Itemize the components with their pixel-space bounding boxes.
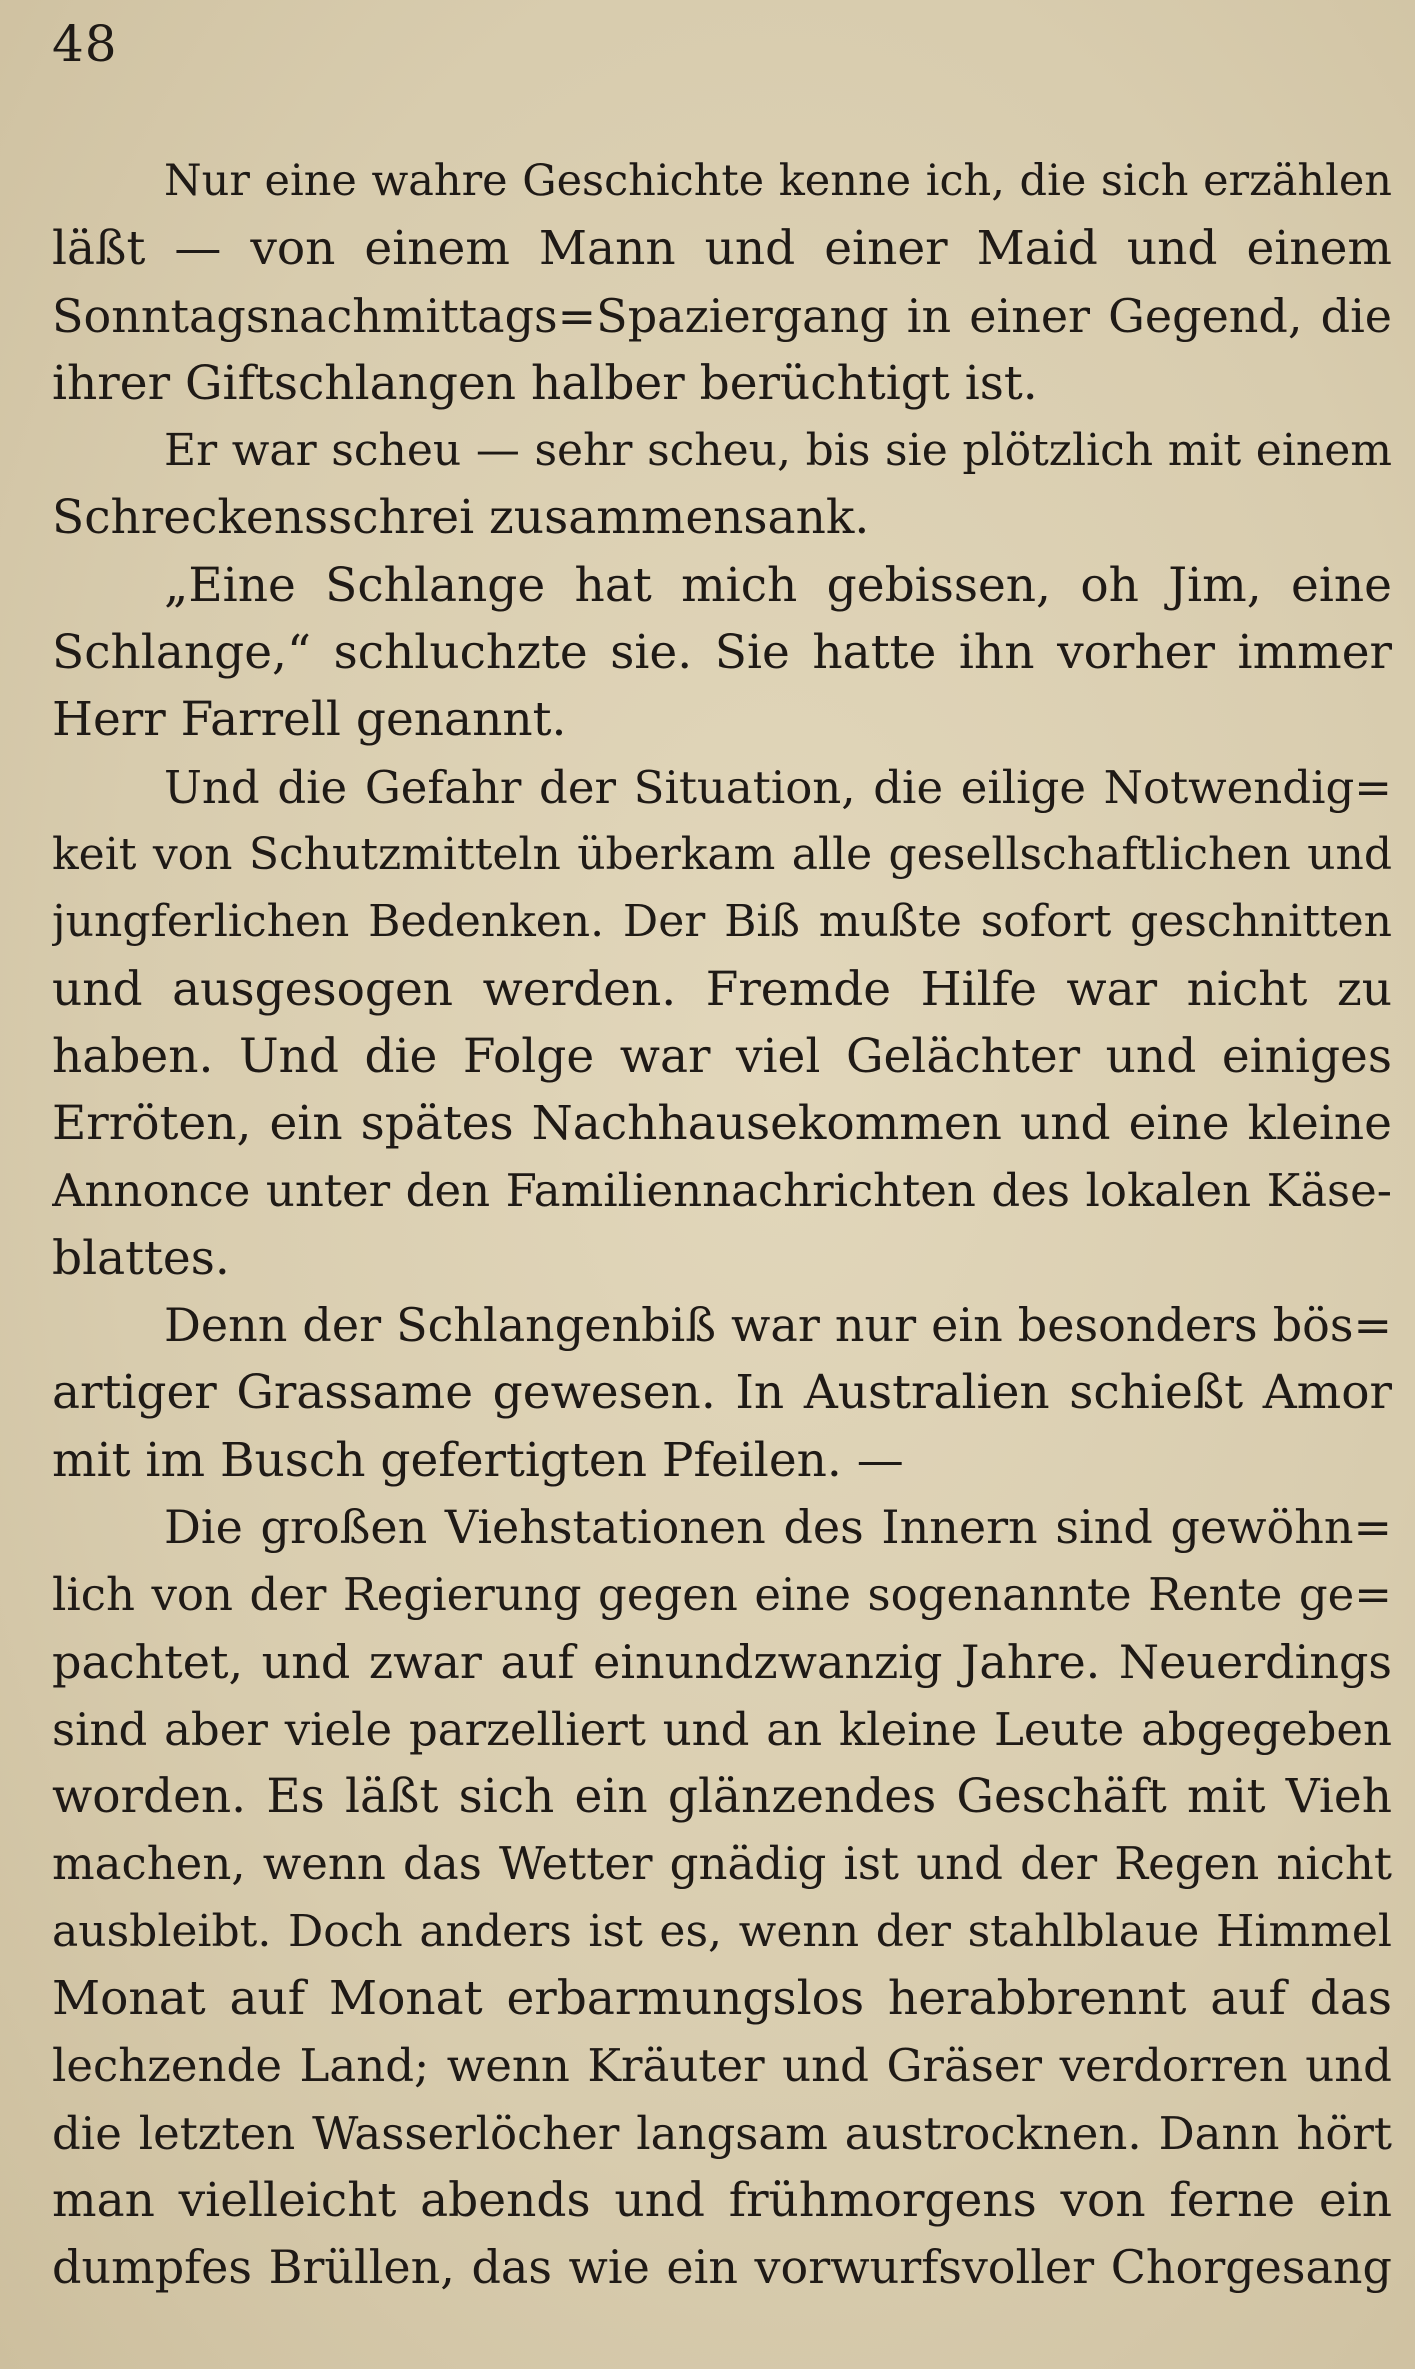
text-line: mit im Busch gefertigten Pfeilen. — xyxy=(52,1432,904,1488)
text-line: blattes. xyxy=(52,1230,230,1286)
body-text xyxy=(52,148,1392,2302)
text-line: artiger Grassame gewesen. In Australien schießt Amor xyxy=(52,1365,1392,1421)
text-line: worden. Es läßt sich ein glänzendes Geschäft mit Vieh xyxy=(52,1769,1392,1825)
text-line: Herr Farrell genannt. xyxy=(52,692,567,748)
text-line: keit von Schutzmitteln überkam alle gesellschaftlichen und xyxy=(52,828,1392,880)
text-line: Er war scheu — sehr scheu, bis sie plötzlich mit einem xyxy=(164,425,1392,477)
text-line: Schreckensschrei zusammensank. xyxy=(52,490,870,546)
text-line: haben. Und die Folge war viel Gelächter und einiges xyxy=(52,1028,1392,1084)
text-line: Schlange,“ schluchzte sie. Sie hatte ihn vorher immer xyxy=(52,625,1392,681)
text-line: ihrer Giftschlangen halber berüchtigt ist. xyxy=(52,355,1038,411)
text-line: Sonntagsnachmittags=Spaziergang in einer Gegend, die xyxy=(52,288,1392,343)
text-line: und ausgesogen werden. Fremde Hilfe war nicht zu xyxy=(52,961,1392,1017)
text-line: man vielleicht abends und frühmorgens von ferne ein xyxy=(52,2172,1392,2228)
text-line: ausbleibt. Doch anders ist es, wenn der stahlblaue Himmel xyxy=(52,1905,1392,1957)
text-line: lich von der Regierung gegen eine sogenannte Rente ge= xyxy=(52,1568,1392,1622)
text-line: dumpfes Brüllen, das wie ein vorwurfsvoller Chorgesang xyxy=(52,2240,1392,2295)
text-line: Denn der Schlangenbiß war nur ein besonders bös= xyxy=(164,1298,1392,1353)
text-line: läßt — von einem Mann und einer Maid und einem xyxy=(52,221,1392,277)
text-line: Monat auf Monat erbarmungslos herabbrennt auf das xyxy=(52,1971,1392,2027)
text-line: lechzende Land; wenn Kräuter und Gräser verdorren und xyxy=(52,2039,1392,2093)
text-line: die letzten Wasserlöcher langsam austrocknen. Dann hört xyxy=(52,2106,1392,2160)
text-line: Annonce unter den Familiennachrichten des lokalen Käse- xyxy=(52,1164,1392,1218)
text-line: Nur eine wahre Geschichte kenne ich, die sich erzählen xyxy=(164,156,1392,206)
text-line: „Eine Schlange hat mich gebissen, oh Jim, eine xyxy=(164,557,1392,613)
text-line: Die großen Viehstationen des Innern sind gewöhn= xyxy=(164,1499,1392,1554)
text-line: Und die Gefahr der Situation, die eilige Notwendig= xyxy=(164,760,1392,814)
text-line: pachtet, und zwar auf einundzwanzig Jahre. Neuerdings xyxy=(52,1634,1392,1689)
text-line: sind aber viele parzelliert und an kleine Leute abgegeben xyxy=(52,1702,1392,1756)
page-number: 48 xyxy=(52,15,118,73)
text-line: jungferlichen Bedenken. Der Biß mußte sofort geschnitten xyxy=(52,896,1392,948)
text-line: Erröten, ein spätes Nachhausekommen und eine kleine xyxy=(52,1096,1392,1152)
text-line: machen, wenn das Wetter gnädig ist und der Regen nicht xyxy=(52,1837,1392,1891)
